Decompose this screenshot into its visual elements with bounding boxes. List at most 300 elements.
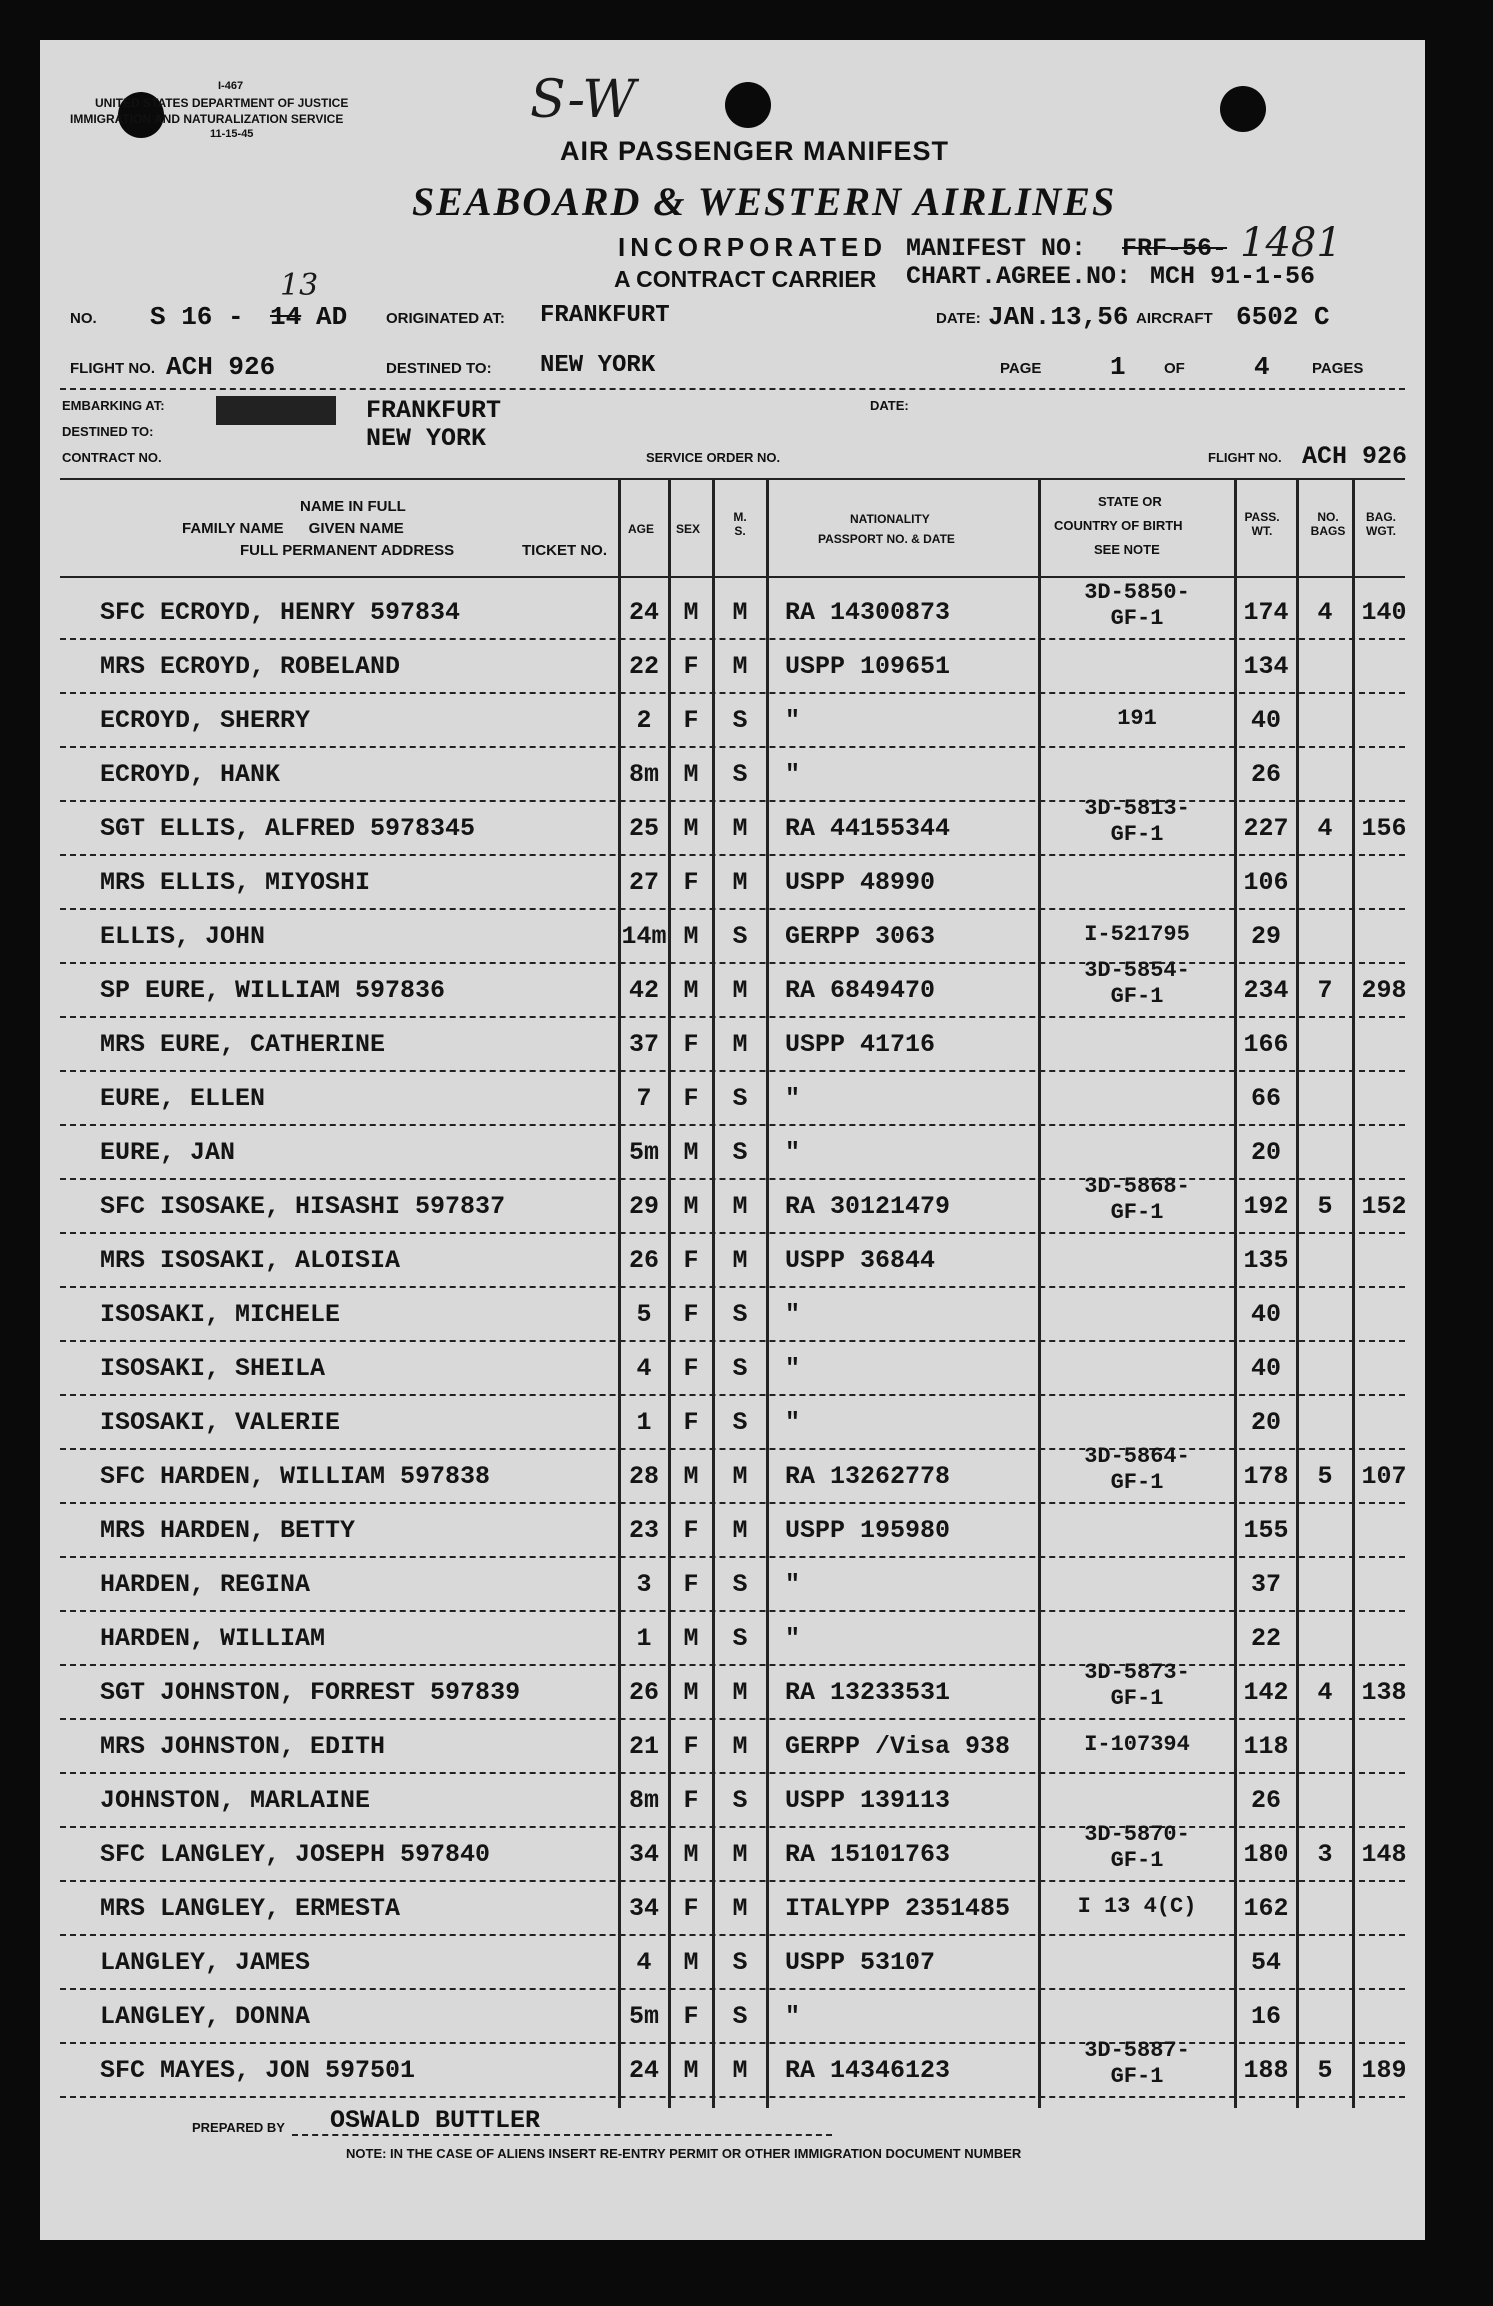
chart-agree-label: CHART.AGREE.NO: [906,262,1132,291]
no-label: NO. [70,310,97,327]
passenger-sex: M [683,1678,699,1707]
row-divider [60,692,1405,694]
passenger-passport: " [785,706,801,735]
passenger-pass-wt: 188 [1243,2056,1289,2085]
passenger-pass-wt: 192 [1243,1192,1289,1221]
passenger-sex: F [683,1246,699,1275]
passenger-sex: F [683,1354,699,1383]
passenger-pass-wt: 26 [1250,1786,1281,1815]
manifest-page [40,40,1425,2240]
passenger-ms: M [732,1894,748,1923]
passenger-ms: S [732,760,748,789]
passenger-passport: " [785,1354,801,1383]
passenger-bag-wgt: 140 [1361,598,1407,627]
col-nationality2: PASSPORT NO. & DATE [818,532,955,546]
passenger-name: HARDEN, WILLIAM [100,1624,326,1653]
passenger-passport: " [785,1624,801,1653]
passenger-age: 21 [628,1732,659,1761]
prepared-by-value: OSWALD BUTTLER [330,2106,541,2135]
passenger-state: I 13 4(C) [1077,1894,1197,1919]
flight-value: ACH 926 [166,352,276,382]
passenger-age: 1 [636,1408,652,1437]
passenger-passport: " [785,1408,801,1437]
passenger-row [40,702,1425,756]
passenger-name: MRS ELLIS, MIYOSHI [100,868,371,897]
passenger-pass-wt: 54 [1250,1948,1281,1977]
passenger-bags: 4 [1317,598,1333,627]
passenger-state: 3D-5873- [1084,1660,1190,1685]
passenger-pass-wt: 29 [1250,922,1281,951]
passenger-age: 7 [636,1084,652,1113]
passenger-age: 25 [628,814,659,843]
passenger-state: 191 [1117,706,1157,731]
passenger-row [40,1566,1425,1620]
passenger-ms: M [732,868,748,897]
row-divider [60,1124,1405,1126]
passenger-bag-wgt: 156 [1361,814,1407,843]
passenger-ms: M [732,598,748,627]
passenger-bag-wgt: 148 [1361,1840,1407,1869]
punch-hole [1220,86,1266,132]
aircraft-label: AIRCRAFT [1136,310,1213,327]
passenger-sex: F [683,1408,699,1437]
passenger-pass-wt: 20 [1250,1138,1281,1167]
aircraft-value: 6502 C [1236,302,1330,332]
passenger-passport: RA 30121479 [785,1192,951,1221]
passenger-state: I-107394 [1084,1732,1190,1757]
passenger-row [40,2038,1425,2106]
embarking-label: EMBARKING AT: [62,398,165,413]
passenger-name: ISOSAKI, SHEILA [100,1354,326,1383]
passenger-row [40,864,1425,918]
passenger-passport: RA 14300873 [785,598,951,627]
passenger-name: SFC ISOSAKE, HISASHI 597837 [100,1192,506,1221]
row-divider [60,1070,1405,1072]
passenger-row [40,1350,1425,1404]
passenger-age: 14m [621,922,667,951]
passenger-age: 28 [628,1462,659,1491]
passenger-passport: USPP 41716 [785,1030,936,1059]
passenger-row [40,1080,1425,1134]
passenger-sex: M [683,1840,699,1869]
passenger-age: 5m [628,1138,659,1167]
col-pass-wt: PASS. WT. [1244,510,1280,538]
passenger-state: I-521795 [1084,922,1190,947]
row-divider [60,1718,1405,1720]
passenger-ms: S [732,1408,748,1437]
passenger-passport: GERPP 3063 [785,922,936,951]
contract-label: CONTRACT NO. [62,450,162,465]
passenger-ms: S [732,1300,748,1329]
passenger-name: SFC HARDEN, WILLIAM 597838 [100,1462,491,1491]
passenger-name: MRS LANGLEY, ERMESTA [100,1894,401,1923]
passenger-bags: 4 [1317,814,1333,843]
passenger-ms: S [732,2002,748,2031]
passenger-row [40,1890,1425,1944]
manifest-no-handwritten: 1481 [1240,220,1342,266]
col-state3: SEE NOTE [1094,542,1160,557]
passenger-sex: F [683,1516,699,1545]
passenger-state: 3D-5870- [1084,1822,1190,1847]
passenger-pass-wt: 40 [1250,1300,1281,1329]
passenger-age: 26 [628,1246,659,1275]
passenger-passport: RA 15101763 [785,1840,951,1869]
passenger-sex: F [683,1300,699,1329]
passenger-age: 8m [628,760,659,789]
passenger-bag-wgt: 138 [1361,1678,1407,1707]
passenger-bag-wgt: 189 [1361,2056,1407,2085]
passenger-pass-wt: 142 [1243,1678,1289,1707]
passenger-ms: S [732,922,748,951]
passenger-state-line2: GF-1 [1110,984,1164,1009]
passenger-passport: " [785,760,801,789]
passenger-ms: M [732,1840,748,1869]
passenger-age: 42 [628,976,659,1005]
passenger-row [40,1512,1425,1566]
passenger-state: 3D-5868- [1084,1174,1190,1199]
passenger-age: 4 [636,1354,652,1383]
passenger-ms: M [732,814,748,843]
passenger-sex: M [683,760,699,789]
passenger-passport: RA 6849470 [785,976,936,1005]
passenger-state: 3D-5864- [1084,1444,1190,1469]
punch-hole [725,82,771,128]
passenger-ms: S [732,706,748,735]
passenger-row [40,958,1425,1026]
passenger-name: SGT ELLIS, ALFRED 5978345 [100,814,476,843]
passenger-sex: M [683,1138,699,1167]
destined2-label: DESTINED TO: [62,424,154,439]
passenger-name: ISOSAKI, MICHELE [100,1300,341,1329]
passenger-name: ECROYD, SHERRY [100,706,311,735]
passenger-ms: S [732,1786,748,1815]
passenger-pass-wt: 66 [1250,1084,1281,1113]
passenger-state-line2: GF-1 [1110,1200,1164,1225]
passenger-pass-wt: 178 [1243,1462,1289,1491]
passenger-pass-wt: 166 [1243,1030,1289,1059]
passenger-name: SP EURE, WILLIAM 597836 [100,976,446,1005]
col-name-line1: NAME IN FULL [300,498,406,515]
passenger-state: 3D-5854- [1084,958,1190,983]
passenger-pass-wt: 227 [1243,814,1289,843]
passenger-name: MRS ECROYD, ROBELAND [100,652,401,681]
passenger-row [40,1660,1425,1728]
passenger-state-line2: GF-1 [1110,606,1164,631]
row-divider [60,1502,1405,1504]
passenger-bags: 3 [1317,1840,1333,1869]
passenger-age: 27 [628,868,659,897]
passenger-state-line2: GF-1 [1110,1848,1164,1873]
passenger-name: EURE, ELLEN [100,1084,266,1113]
passenger-name: MRS JOHNSTON, EDITH [100,1732,386,1761]
row-divider [60,1880,1405,1882]
passenger-sex: F [683,1030,699,1059]
col-name-line2: FAMILY NAME GIVEN NAME [182,520,404,537]
originated-value: FRANKFURT [540,302,670,329]
passenger-sex: F [683,1570,699,1599]
destined-value: NEW YORK [540,352,656,379]
col-sex: SEX [676,522,701,536]
passenger-passport: USPP 109651 [785,652,951,681]
passenger-passport: " [785,1138,801,1167]
passenger-passport: USPP 36844 [785,1246,936,1275]
passenger-pass-wt: 155 [1243,1516,1289,1545]
of-value: 4 [1254,352,1270,382]
passenger-name: MRS EURE, CATHERINE [100,1030,386,1059]
airline-name: SEABOARD & WESTERN AIRLINES [412,179,1117,224]
passenger-pass-wt: 22 [1250,1624,1281,1653]
pages-label: PAGES [1312,360,1364,377]
divider [60,388,1405,390]
passenger-age: 22 [628,652,659,681]
col-ticket: TICKET NO. [522,542,607,559]
passenger-pass-wt: 37 [1250,1570,1281,1599]
passenger-name: SFC MAYES, JON 597501 [100,2056,416,2085]
service-order-label: SERVICE ORDER NO. [646,450,781,465]
row-divider [60,1556,1405,1558]
passenger-sex: F [683,868,699,897]
passenger-passport: RA 44155344 [785,814,951,843]
passenger-state-line2: GF-1 [1110,1686,1164,1711]
passenger-row [40,648,1425,702]
passenger-passport: " [785,1084,801,1113]
passenger-state-line2: GF-1 [1110,822,1164,847]
passenger-passport: USPP 53107 [785,1948,936,1977]
passenger-name: JOHNSTON, MARLAINE [100,1786,371,1815]
passenger-row [40,1174,1425,1242]
manifest-title: AIR PASSENGER MANIFEST [560,136,950,166]
passenger-pass-wt: 174 [1243,598,1289,627]
passenger-age: 5 [636,1300,652,1329]
passenger-passport: " [785,1300,801,1329]
passenger-state: 3D-5887- [1084,2038,1190,2063]
passenger-name: MRS ISOSAKI, ALOISIA [100,1246,401,1275]
passenger-age: 34 [628,1840,659,1869]
passenger-name: ISOSAKI, VALERIE [100,1408,341,1437]
passenger-bags: 5 [1317,2056,1333,2085]
passenger-ms: S [732,1624,748,1653]
embarking-value: FRANKFURT [366,396,502,425]
header-bottom-border [60,576,1405,578]
passenger-bags: 5 [1317,1462,1333,1491]
passenger-age: 8m [628,1786,659,1815]
passenger-ms: M [732,2056,748,2085]
page-label: PAGE [1000,360,1042,377]
passenger-age: 5m [628,2002,659,2031]
agency-line3: 11-15-45 [210,128,254,140]
passenger-name: ECROYD, HANK [100,760,281,789]
date2-label: DATE: [870,398,909,413]
passenger-sex: F [683,1786,699,1815]
passenger-bag-wgt: 298 [1361,976,1407,1005]
passenger-sex: M [683,1624,699,1653]
passenger-age: 26 [628,1678,659,1707]
handwritten-initials: S-W [530,70,636,130]
destined-label: DESTINED TO: [386,360,492,377]
passenger-sex: F [683,1894,699,1923]
passenger-pass-wt: 135 [1243,1246,1289,1275]
passenger-age: 2 [636,706,652,735]
passenger-ms: M [732,976,748,1005]
passenger-name: SFC LANGLEY, JOSEPH 597840 [100,1840,491,1869]
passenger-row [40,580,1425,648]
passenger-bags: 5 [1317,1192,1333,1221]
prepared-by-line [292,2134,832,2136]
row-divider [60,1340,1405,1342]
chart-agree-value: MCH 91-1-56 [1150,262,1316,291]
row-divider [60,1394,1405,1396]
passenger-ms: M [732,1732,748,1761]
passenger-name: ELLIS, JOHN [100,922,266,951]
passenger-sex: F [683,1084,699,1113]
passenger-sex: M [683,922,699,951]
passenger-sex: F [683,2002,699,2031]
date-value: JAN.13,56 [988,302,1129,332]
passenger-age: 24 [628,2056,659,2085]
passenger-state: 3D-5850- [1084,580,1190,605]
footer-note: NOTE: IN THE CASE OF ALIENS INSERT RE-ENTRY PERMIT OR OTHER IMMIGRATION DOCUMENT NUMBER [346,2146,1022,2161]
passenger-ms: M [732,652,748,681]
passenger-ms: M [732,1516,748,1545]
passenger-age: 4 [636,1948,652,1977]
passenger-row [40,1822,1425,1890]
passenger-pass-wt: 40 [1250,706,1281,735]
passenger-sex: M [683,598,699,627]
flight2-value: ACH 926 [1302,442,1408,471]
passenger-pass-wt: 162 [1243,1894,1289,1923]
passenger-pass-wt: 134 [1243,652,1289,681]
passenger-row [40,1242,1425,1296]
passenger-passport: USPP 139113 [785,1786,951,1815]
page-value: 1 [1110,352,1126,382]
passenger-ms: S [732,1138,748,1167]
passenger-name: MRS HARDEN, BETTY [100,1516,356,1545]
passenger-row [40,1296,1425,1350]
incorporated-label: INCORPORATED [618,232,887,262]
row-divider [60,1934,1405,1936]
passenger-ms: M [732,1462,748,1491]
passenger-pass-wt: 118 [1243,1732,1289,1761]
row-divider [60,1988,1405,1990]
passenger-age: 3 [636,1570,652,1599]
passenger-ms: M [732,1246,748,1275]
col-name-line3: FULL PERMANENT ADDRESS [240,542,455,559]
passenger-row [40,1728,1425,1782]
passenger-pass-wt: 180 [1243,1840,1289,1869]
agency-line2: IMMIGRATION AND NATURALIZATION SERVICE [70,112,344,126]
no-struck-value: 14 [270,302,302,332]
passenger-sex: M [683,1462,699,1491]
passenger-name: SGT JOHNSTON, FORREST 597839 [100,1678,521,1707]
passenger-sex: M [683,976,699,1005]
row-divider [60,1772,1405,1774]
passenger-age: 34 [628,1894,659,1923]
passenger-passport: " [785,2002,801,2031]
passenger-passport: RA 14346123 [785,2056,951,2085]
passenger-name: HARDEN, REGINA [100,1570,311,1599]
passenger-pass-wt: 26 [1250,760,1281,789]
manifest-no-value: FRF-56- [1122,234,1228,263]
row-divider [60,908,1405,910]
passenger-row [40,1026,1425,1080]
row-divider [60,2096,1405,2098]
prepared-by-label: PREPARED BY [192,2120,285,2135]
passenger-passport: RA 13262778 [785,1462,951,1491]
col-age: AGE [628,522,655,536]
passenger-bags: 7 [1317,976,1333,1005]
passenger-passport: USPP 48990 [785,868,936,897]
agency-line1: UNITED STATES DEPARTMENT OF JUSTICE [95,96,349,110]
passenger-ms: M [732,1678,748,1707]
passenger-age: 37 [628,1030,659,1059]
passenger-pass-wt: 106 [1243,868,1289,897]
col-ms: M. S. [733,510,747,538]
passenger-row [40,1444,1425,1512]
col-bag-wgt: BAG. WGT. [1366,510,1396,538]
of-label: OF [1164,360,1185,377]
passenger-age: 24 [628,598,659,627]
passenger-age: 23 [628,1516,659,1545]
passenger-passport: " [785,1570,801,1599]
passenger-pass-wt: 234 [1243,976,1289,1005]
passenger-pass-wt: 40 [1250,1354,1281,1383]
col-no-bags: NO. BAGS [1310,510,1346,538]
agency-form-number: I-467 [218,80,244,92]
contract-carrier-label: A CONTRACT CARRIER [614,266,877,292]
flight2-label: FLIGHT NO. [1208,450,1282,465]
flight-label: FLIGHT NO. [70,360,155,377]
passenger-sex: F [683,1732,699,1761]
passenger-sex: M [683,1192,699,1221]
passenger-age: 1 [636,1624,652,1653]
passenger-ms: M [732,1192,748,1221]
passenger-name: EURE, JAN [100,1138,236,1167]
passenger-ms: M [732,1030,748,1059]
passenger-state: 3D-5813- [1084,796,1190,821]
row-divider [60,1016,1405,1018]
passenger-sex: F [683,652,699,681]
passenger-row [40,796,1425,864]
row-divider [60,1232,1405,1234]
col-state1: STATE OR [1098,494,1162,509]
manifest-no-label: MANIFEST NO: [906,234,1087,263]
passenger-row [40,1944,1425,1998]
col-state2: COUNTRY OF BIRTH [1054,518,1183,533]
passenger-name: LANGLEY, JAMES [100,1948,311,1977]
passenger-ms: S [732,1354,748,1383]
passenger-passport: ITALYPP 2351485 [785,1894,1011,1923]
passenger-bag-wgt: 107 [1361,1462,1407,1491]
passenger-bags: 4 [1317,1678,1333,1707]
passenger-pass-wt: 16 [1250,2002,1281,2031]
date-label: DATE: [936,310,981,327]
passenger-sex: F [683,706,699,735]
passenger-passport: RA 13233531 [785,1678,951,1707]
passenger-bag-wgt: 152 [1361,1192,1407,1221]
no-handwritten-value: 13 [280,268,319,303]
no-value: S 16 - [150,302,244,332]
passenger-pass-wt: 20 [1250,1408,1281,1437]
passenger-state-line2: GF-1 [1110,2064,1164,2089]
passenger-age: 29 [628,1192,659,1221]
embarking-struck: XXXXXXXX [216,396,337,425]
passenger-ms: S [732,1084,748,1113]
row-divider [60,854,1405,856]
no-suffix: AD [316,302,348,332]
row-divider [60,1610,1405,1612]
passenger-sex: M [683,1948,699,1977]
passenger-state-line2: GF-1 [1110,1470,1164,1495]
